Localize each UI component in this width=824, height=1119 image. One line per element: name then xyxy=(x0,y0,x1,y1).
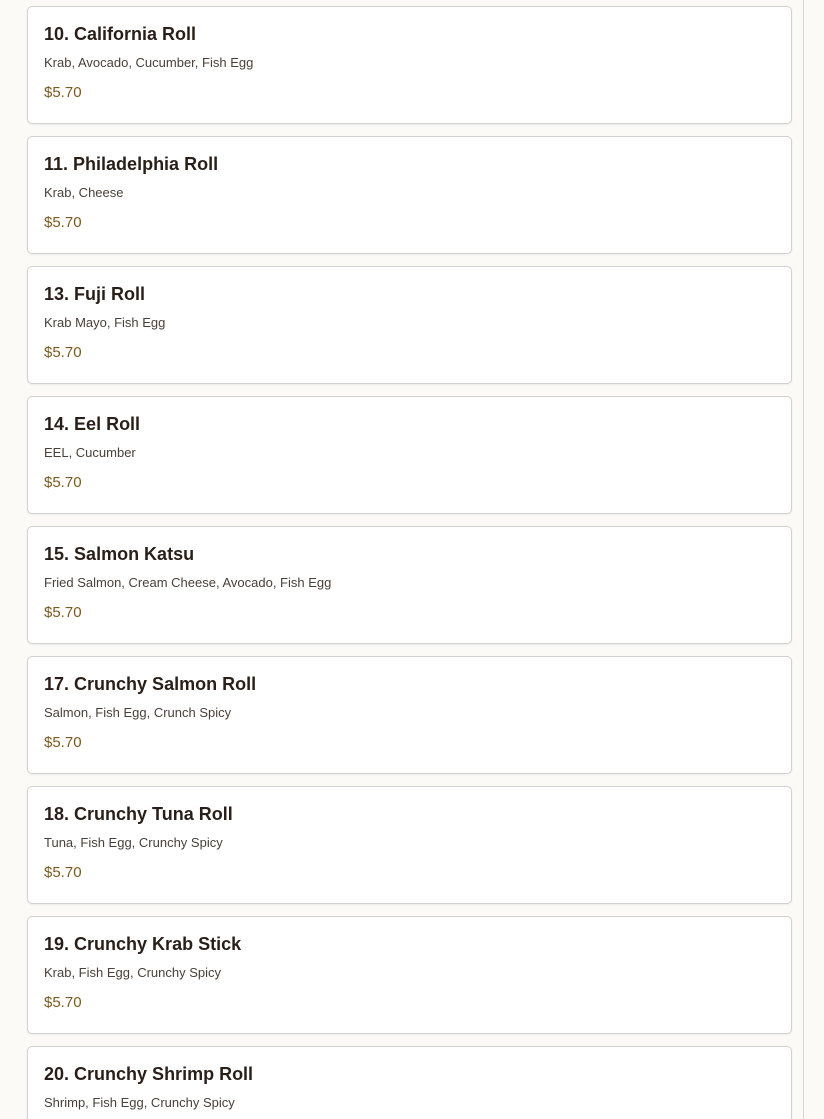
menu-item-title xyxy=(44,1063,775,1085)
menu-item-price: $5.70 xyxy=(44,474,82,491)
menu-item-description: Krab, Cheese xyxy=(44,185,124,200)
menu-item-title xyxy=(44,153,775,175)
menu-item-name: Crunchy Shrimp Roll xyxy=(74,1064,254,1084)
menu-item-title xyxy=(44,283,775,305)
menu-item-description: EEL, Cucumber xyxy=(44,445,136,460)
menu-item-name: Crunchy Salmon Roll xyxy=(74,674,257,694)
menu-item-description: Tuna, Fish Egg, Crunchy Spicy xyxy=(44,835,223,850)
menu-item-title xyxy=(44,23,775,45)
menu-item-card[interactable] xyxy=(27,396,792,514)
menu-item-price: $5.70 xyxy=(44,994,82,1011)
menu-item-price: $5.70 xyxy=(44,864,82,881)
menu-item-number: 18. xyxy=(44,804,70,824)
menu-item-card[interactable] xyxy=(27,266,792,384)
menu-item-number: 15. xyxy=(44,544,70,564)
menu-item-card[interactable] xyxy=(27,1046,792,1119)
menu-item-card[interactable] xyxy=(27,136,792,254)
menu-item-name: California Roll xyxy=(74,24,197,44)
menu-item-price: $5.70 xyxy=(44,84,82,101)
menu-item-description: Fried Salmon, Cream Cheese, Avocado, Fish Egg xyxy=(44,575,332,590)
menu-item-card[interactable] xyxy=(27,526,792,644)
menu-item-description: Krab Mayo, Fish Egg xyxy=(44,315,166,330)
menu-item-card[interactable] xyxy=(27,916,792,1034)
menu-item-number: 20. xyxy=(44,1064,70,1084)
menu-item-title xyxy=(44,933,775,955)
menu-item-price: $5.70 xyxy=(44,214,82,231)
menu-item-description: Shrimp, Fish Egg, Crunchy Spicy xyxy=(44,1095,235,1110)
menu-item-title xyxy=(44,673,775,695)
menu-item-description: Salmon, Fish Egg, Crunch Spicy xyxy=(44,705,232,720)
menu-item-name: Eel Roll xyxy=(74,414,141,434)
menu-item-name: Crunchy Krab Stick xyxy=(74,934,242,954)
menu-item-list xyxy=(27,6,792,1119)
menu-item-price: $5.70 xyxy=(44,344,82,361)
menu-item-name: Crunchy Tuna Roll xyxy=(74,804,233,824)
menu-item-card[interactable] xyxy=(27,786,792,904)
menu-item-description: Krab, Fish Egg, Crunchy Spicy xyxy=(44,965,222,980)
menu-item-number: 14. xyxy=(44,414,70,434)
menu-item-card[interactable] xyxy=(27,6,792,124)
page-edge-divider xyxy=(803,0,804,1119)
menu-item-name: Philadelphia Roll xyxy=(73,154,219,174)
menu-item-number: 13. xyxy=(44,284,70,304)
menu-item-price: $5.70 xyxy=(44,604,82,621)
menu-item-number: 19. xyxy=(44,934,70,954)
menu-item-card[interactable] xyxy=(27,656,792,774)
menu-item-number: 10. xyxy=(44,24,70,44)
menu-item-title xyxy=(44,543,775,565)
menu-item-name: Fuji Roll xyxy=(74,284,146,304)
menu-item-description: Krab, Avocado, Cucumber, Fish Egg xyxy=(44,55,254,70)
menu-item-title xyxy=(44,413,775,435)
menu-item-name: Salmon Katsu xyxy=(74,544,195,564)
menu-item-number: 11. xyxy=(44,154,69,174)
menu-item-title xyxy=(44,803,775,825)
menu-item-number: 17. xyxy=(44,674,70,694)
menu-item-price: $5.70 xyxy=(44,734,82,751)
